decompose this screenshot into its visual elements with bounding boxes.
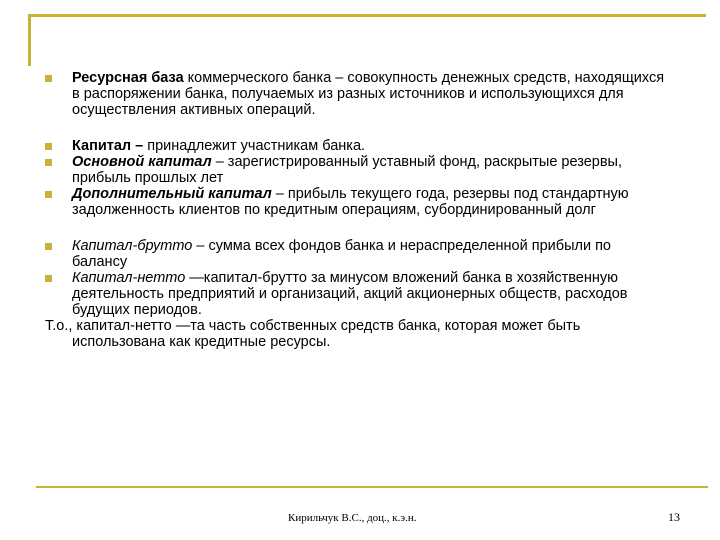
definition: коммерческого банка – совокупность денежных средств, находящихся в распоряжении банка, получаемых из разных источников и использующихся для осуществления активных операций. (72, 70, 665, 118)
definition: – сумма всех фондов банка и нераспределенной прибыли по балансу (72, 238, 611, 270)
footer-divider (36, 486, 708, 488)
slide-content (45, 70, 665, 350)
term: Ресурсная база (72, 70, 184, 86)
bullet-icon (45, 143, 52, 150)
term: Основной капитал (72, 154, 212, 170)
bullet-icon (45, 275, 52, 282)
list-item-gross-capital (45, 238, 665, 270)
bullet-icon (45, 159, 52, 166)
bullet-icon (45, 75, 52, 82)
list-item-net-capital (45, 270, 665, 318)
bullet-icon (45, 243, 52, 250)
footer-author: Кирильчук В.С., доц., к.э.н. (288, 512, 417, 524)
page-number: 13 (668, 510, 680, 524)
term: Капитал-брутто (72, 238, 193, 254)
definition: —капитал-брутто за минусом вложений банка в хозяйственную деятельность предприятий и организаций, акций акционерных обществ, расходов будущих периодов. (72, 270, 628, 318)
list-item-capital (45, 138, 665, 154)
term: Дополнительный капитал (72, 186, 272, 202)
frame-top-line (30, 14, 706, 17)
term: Капитал – (72, 138, 144, 154)
bullet-icon (45, 191, 52, 198)
list-item-resource-base (45, 70, 665, 118)
conclusion-text: Т.о., капитал-нетто —та часть собственных средств банка, которая может быть использована как кредитные ресурсы. (45, 318, 581, 350)
term: Капитал-нетто (72, 270, 186, 286)
frame-left-line (28, 14, 31, 66)
list-item-additional-capital (45, 186, 665, 218)
list-item-core-capital (45, 154, 665, 186)
definition: принадлежит участникам банка. (143, 138, 366, 154)
definition: – зарегистрированный уставный фонд, раскрытые резервы, прибыль прошлых лет (72, 154, 622, 186)
definition: – прибыль текущего года, резервы под стандартную задолженность клиентов по кредитным операциям, субординированный долг (72, 186, 629, 218)
